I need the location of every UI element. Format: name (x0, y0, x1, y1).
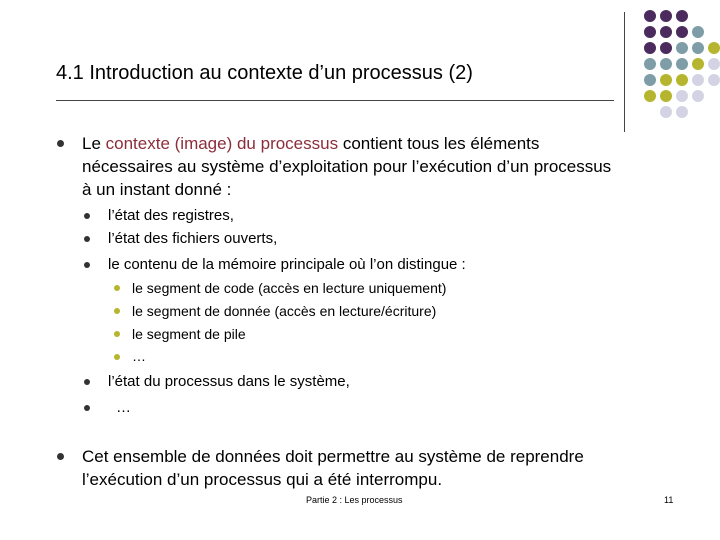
decor-dot (660, 90, 672, 102)
bullet-dot (57, 453, 64, 460)
paragraph-1-post: contient tous les éléments (338, 134, 540, 153)
sub-item: l’état des registres, (108, 207, 234, 224)
bullet-dot (84, 236, 90, 242)
bullet-dot (84, 213, 90, 219)
highlight-term: contexte (image) du processus (105, 134, 339, 153)
sub-item: l’état des fichiers ouverts, (108, 230, 278, 247)
bullet-dot (114, 285, 120, 291)
decor-dot (692, 26, 704, 38)
decor-dot (676, 26, 688, 38)
decor-dot (644, 90, 656, 102)
bullet-dot (57, 140, 64, 147)
decor-dot (692, 90, 704, 102)
slide-title: 4.1 Introduction au contexte d’un processus (2) (56, 62, 473, 84)
decor-dot (676, 74, 688, 86)
decor-dot (708, 74, 720, 86)
sub-item: le contenu de la mémoire principale où l’on distingue : (108, 256, 466, 273)
paragraph-1-line-2: nécessaires au système d’exploitation pour l’exécution d’un processus (82, 157, 612, 176)
decor-dot (660, 58, 672, 70)
paragraph-1-pre: Le (82, 134, 106, 153)
decor-dot (676, 90, 688, 102)
footer-text: Partie 2 : Les processus (306, 495, 403, 505)
paragraph-2-line-1: Cet ensemble de données doit permettre au système de reprendre (82, 447, 584, 466)
decor-dot (676, 58, 688, 70)
bullet-dot (114, 331, 120, 337)
sub-item: l’état du processus dans le système, (108, 373, 350, 390)
sub-sub-item: le segment de pile (132, 326, 246, 342)
bullet-dot (84, 262, 90, 268)
paragraph-1-line-3: à un instant donné : (82, 180, 232, 199)
decor-dot (660, 74, 672, 86)
decor-dot (708, 42, 720, 54)
decor-dot (644, 58, 656, 70)
decor-dot (676, 106, 688, 118)
decor-dot (692, 74, 704, 86)
decor-dot (660, 42, 672, 54)
decor-dot (644, 10, 656, 22)
decor-dot (644, 42, 656, 54)
bullet-dot (114, 308, 120, 314)
title-rule-horizontal (56, 100, 614, 101)
decor-dot (692, 42, 704, 54)
decor-dot (708, 58, 720, 70)
decor-dot (660, 106, 672, 118)
sub-sub-item: le segment de code (accès en lecture uniquement) (132, 280, 447, 296)
page-number: 11 (664, 495, 674, 505)
bullet-dot (84, 405, 90, 411)
bullet-dot (84, 379, 90, 385)
decor-dot (644, 26, 656, 38)
decor-dot (692, 58, 704, 70)
sub-sub-item: le segment de donnée (accès en lecture/écriture) (132, 303, 437, 319)
decor-dot (676, 42, 688, 54)
sub-item: … (116, 399, 131, 416)
decor-dot (676, 10, 688, 22)
paragraph-1-line-1 (82, 133, 539, 155)
paragraph-2-line-2: l’exécution d’un processus qui a été interrompu. (82, 470, 443, 489)
decor-dot (644, 74, 656, 86)
bullet-dot (114, 354, 120, 360)
title-rule-vertical (624, 12, 625, 132)
decor-dot (660, 10, 672, 22)
decor-dot (660, 26, 672, 38)
sub-sub-item: … (132, 348, 146, 364)
